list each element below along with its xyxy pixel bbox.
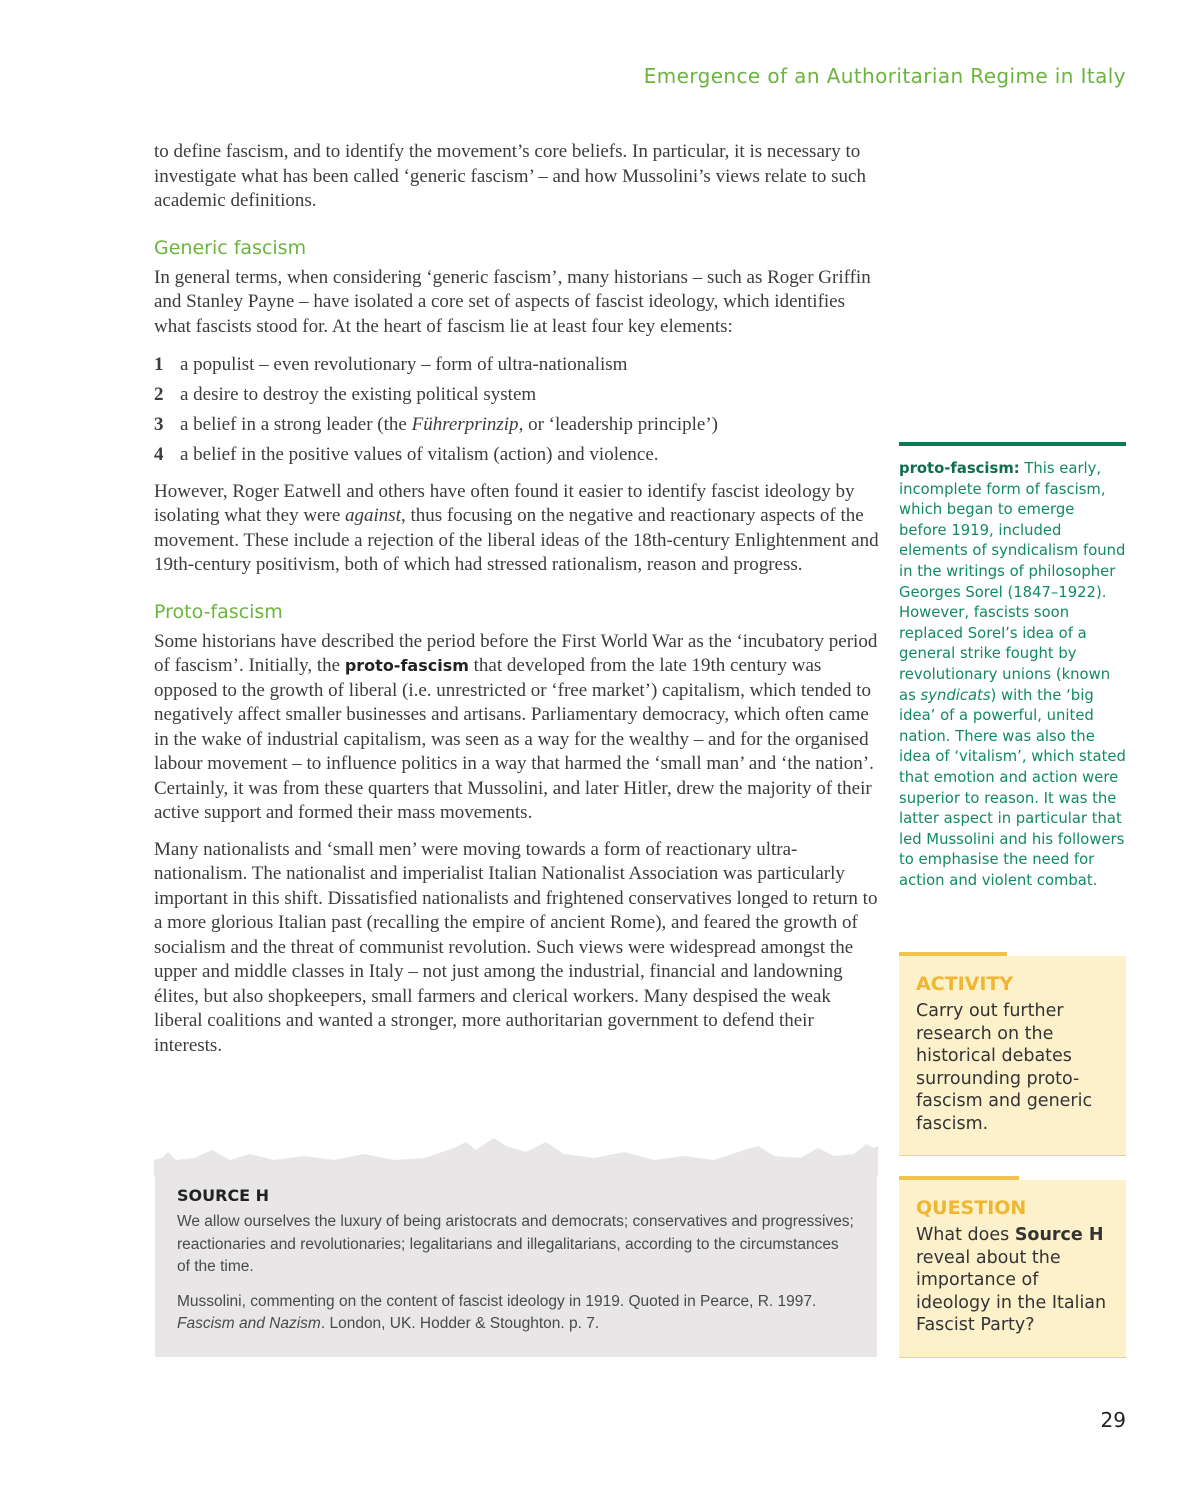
list-text: a belief in the positive values of vitalism (action) and violence.: [180, 444, 659, 465]
activity-body: Carry out further research on the historical debates surrounding proto-fascism and generic fascism.: [916, 1001, 1093, 1134]
generic-fascism-paragraph: In general terms, when considering ‘generic fascism’, many historians – such as Roger Griffin and Stanley Payne – have isolated a core set of aspects of fascist ideology, which identifies what fascists stood for. At the heart of fascism lie at least four key elements:: [154, 266, 871, 337]
text-part: that developed from the late 19th century was opposed to the growth of liberal (i.e. unrestricted or ‘free market’) capitalism, which tended to negatively affect smaller businesses and artisans. Parliamentary democracy, which often came in the wake of industrial capitalism, was seen as a way for the wealthy – and for the organised labour movement – to influence politics in a way that harmed the ‘small man’ and ‘the nation’. Certainly, it was from these quarters that Mussolini, and later Hitler, drew the majority of their active support and formed their mass movements.: [154, 655, 874, 823]
citation-title: Fascism and Nazism: [177, 1315, 321, 1332]
source-citation: [177, 1291, 855, 1336]
question-source-ref: Source H: [1014, 1225, 1104, 1245]
list-item: [154, 353, 880, 378]
question-body: [916, 1224, 1116, 1337]
list-number: 2: [154, 384, 164, 405]
question-panel: [899, 1180, 1126, 1358]
list-number: 3: [154, 414, 164, 435]
list-text: [180, 413, 718, 438]
nationalists-paragraph: Many nationalists and ‘small men’ were moving towards a form of reactionary ultra-nationalism. The nationalist and imperialist Italian Nationalist Association was particularly important in this shift. Dissatisfied nationalists and frightened conservatives longed to return to a more glorious Italian past (recalling the empire of ancient Rome), and feared the growth of socialism and the threat of communist revolution. Such views were widespread amongst the upper and middle classes in Italy – not just among the industrial, financial and landowning élites, but also shopkeepers, small farmers and clerical workers. Many despised the weak liberal coalitions and wanted a stronger, more authoritarian government to defend their interests.: [154, 838, 878, 1056]
panel-tab: [899, 1176, 1019, 1180]
question-text-part: reveal about the importance of ideology in the Italian Fascist Party?: [916, 1247, 1107, 1336]
text-part: , thus focusing on the negative and reactionary aspects of the movement. These include a rejection of the liberal ideas of the 18th-century Enlightenment and 19th-century positivism, both of which had stressed rationalism, reason and progress.: [154, 505, 879, 575]
list-text: a populist – even revolutionary – form of ultra-nationalism: [180, 354, 628, 375]
glossary-definition: ) with the ‘big idea’ of a powerful, united nation. There was also the idea of ‘vitalism’, which stated that emotion and action were superior to reason. It was the latter aspect in particular that led Mussolini and his followers to emphasise the need for action and violent combat.: [899, 686, 1126, 889]
citation-part: Mussolini, commenting on the content of fascist ideology in 1919. Quoted in Pearce, R. 1997.: [177, 1292, 817, 1310]
citation-part: . London, UK. Hodder & Stoughton. p. 7.: [320, 1315, 600, 1332]
source-title: SOURCE H: [177, 1186, 270, 1205]
list-item: [154, 413, 880, 438]
list-item: [154, 383, 880, 408]
activity-panel: [899, 956, 1126, 1156]
heading-generic-fascism: Generic fascism: [154, 236, 307, 259]
glossary-definition: This early, incomplete form of fascism, which began to emerge before 1919, included elements of syndicalism found in the writings of philosopher Georges Sorel (1847–1922). However, fascists soon replaced Sorel’s idea of a general strike fought by revolutionary unions (known as: [899, 460, 1126, 704]
list-text-part: a belief in a strong leader (the: [180, 414, 412, 435]
text-part: Some historians have described the period before the First World War as the ‘incubatory period of fascism’. Initially, the: [154, 630, 878, 676]
proto-fascism-paragraph: [154, 630, 880, 826]
source-quote: We allow ourselves the luxury of being aristocrats and democrats; conservatives and progressives; reactionaries and revolutionaries; legalitarians and illegalitarians, according to the circumstances of the time.: [177, 1213, 854, 1275]
list-text: a desire to destroy the existing political system: [180, 384, 537, 405]
glossary-proto-fascism: [899, 442, 1126, 891]
eatwell-paragraph: [154, 480, 880, 578]
source-h-box: [155, 1174, 877, 1357]
glossary-term: proto-fascism:: [899, 460, 1020, 477]
panel-tab: [899, 952, 1007, 956]
list-text-emphasis: Führerprinzip: [411, 414, 519, 435]
text-emphasis: against: [345, 505, 401, 526]
question-text-part: What does: [916, 1225, 1015, 1245]
running-header: Emergence of an Authoritarian Regime in Italy: [643, 64, 1126, 88]
question-title: QUESTION: [916, 1197, 1027, 1219]
intro-paragraph: to define fascism, and to identify the movement’s core beliefs. In particular, it is necessary to investigate what has been called ‘generic fascism’ – and how Mussolini’s views relate to such academic definitions.: [154, 141, 866, 211]
list-number: 1: [154, 354, 164, 375]
key-elements-list: [154, 353, 880, 468]
page-number: 29: [1100, 1408, 1126, 1432]
text-part: However, Roger Eatwell and others have often found it easier to identify fascist ideology by isolating what they were: [154, 480, 855, 526]
glossary-keyword[interactable]: proto-fascism: [344, 656, 469, 675]
main-text: [154, 140, 880, 1070]
list-text-part: , or ‘leadership principle’): [518, 414, 718, 435]
heading-proto-fascism: Proto-fascism: [154, 600, 283, 623]
list-number: 4: [154, 444, 164, 465]
list-item: [154, 443, 880, 468]
activity-title: ACTIVITY: [916, 973, 1014, 995]
glossary-emphasis: syndicats: [920, 686, 991, 704]
source-skyline-decoration: [154, 1136, 878, 1176]
